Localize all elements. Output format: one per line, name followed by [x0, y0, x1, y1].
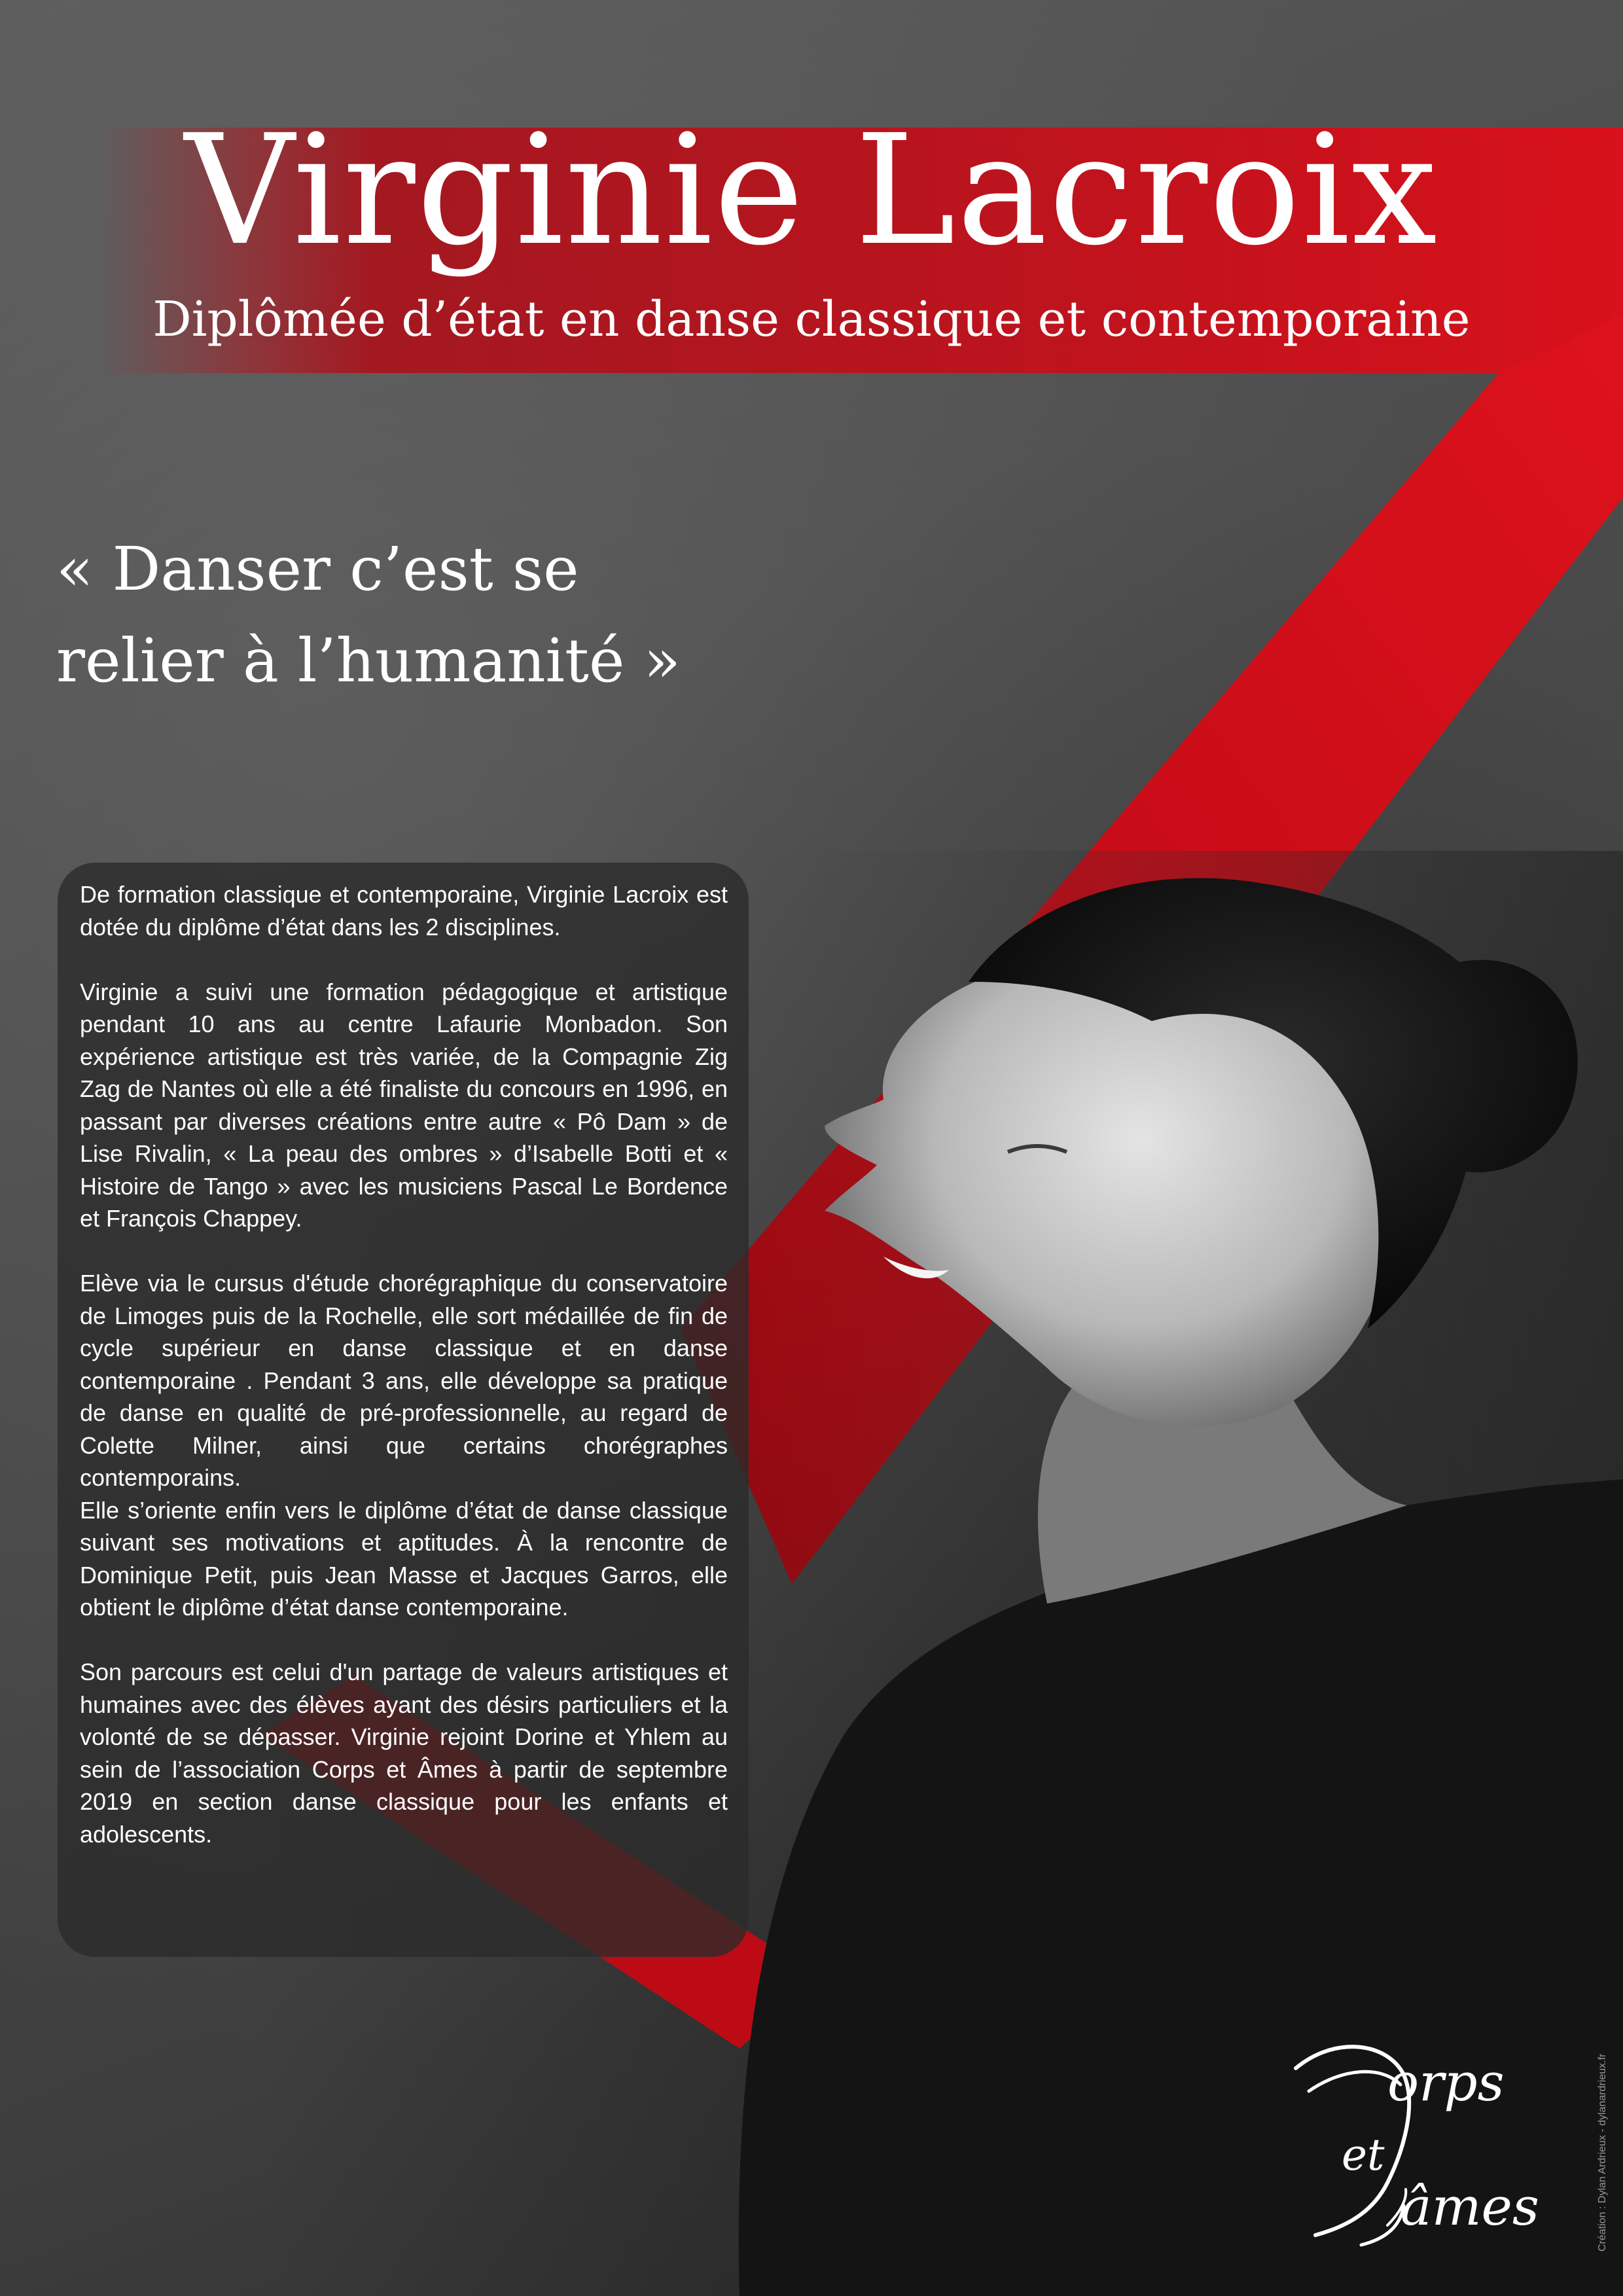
bio-paragraph: Virginie a suivi une formation pédagogique et artistique pendant 10 ans au centre Lafaurie Monbadon. Son expérience artistique est très variée, de la Compagnie Zig Zag de Nantes où elle a été finaliste du concours en 1996, en passant par diverses créations entre autre « Pô Dam » de Lise Rivalin, « La peau des ombres » d’Isabelle Botti et « Histoire de Tango » avec les musiciens Pascal Le Bordence et François Chappey. — [80, 978, 728, 1232]
poster-subtitle: Diplômée d’état en danse classique et contemporaine — [152, 291, 1471, 348]
poster-title: Virginie Lacroix — [185, 102, 1438, 279]
quote — [56, 524, 809, 707]
quote-line-2: relier à l’humanité » — [56, 626, 681, 696]
bio-text — [80, 878, 728, 1850]
design-credit: Création : Dylan Ardrieux - dylanardrieux.fr — [1597, 2053, 1608, 2251]
logo-word-corps: orps — [1387, 2052, 1505, 2113]
logo-word-et: et — [1342, 2130, 1385, 2180]
corps-et-ames-logo — [1289, 2029, 1564, 2251]
bio-paragraph: Son parcours est celui d'un partage de valeurs artistiques et humaines avec des élèves ayant des désirs particuliers et la volonté de se dépasser. Virginie rejoint Dorine et Yhlem au sein de l’association Corps et Âmes à partir de septembre 2019 en section danse classique pour les enfants et adolescents. — [80, 1659, 728, 1848]
bio-paragraph: Elève via le cursus d'étude chorégraphique du conservatoire de Limoges puis de la Rochelle, elle sort médaillée de fin de cycle supérieur en danse classique et en danse contemporaine . Pendant 3 ans, elle développe sa pratique de danse en qualité de pré-professionnelle, au regard de Colette Milner, ainsi que certains chorégraphes contemporains. — [80, 1270, 728, 1491]
bio-paragraph: Elle s’oriente enfin vers le diplôme d’état de danse classique suivant ses motivations et aptitudes. À la rencontre de Dominique Petit, puis Jean Masse et Jacques Garros, elle obtient le diplôme d’état danse contemporaine. — [80, 1496, 728, 1621]
logo-word-ames: âmes — [1400, 2176, 1539, 2237]
quote-line-1: « Danser c’est se — [56, 534, 579, 604]
bio-paragraph: De formation classique et contemporaine, Virginie Lacroix est dotée du diplôme d’état dans les 2 disciplines. — [80, 881, 728, 941]
